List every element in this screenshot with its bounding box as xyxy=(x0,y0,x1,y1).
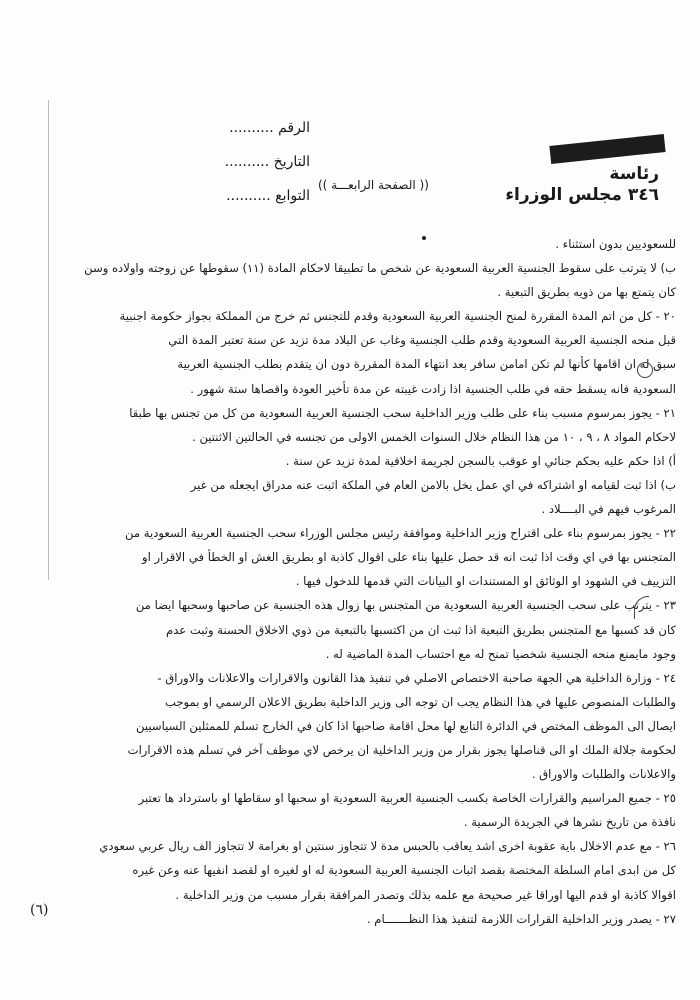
text-line: المرغوب فيهم في البــــلاد . xyxy=(541,502,676,517)
text-line: ٢٠ - كل من اتم المدة المقررة لمنح الجنسية العربية السعودية وقدم للتجنس ثم خرج من المملكة بجواز حكومة اجنبية xyxy=(119,309,676,324)
text-line: ب) اذا ثبت لقيامه او اشتراكه في اي عمل يخل بالامن العام في الملكة اثبت عنه مدراق ايجعله من غير xyxy=(190,477,676,492)
ref-label: الرقم xyxy=(278,120,310,136)
text-line: ايصال الى الموظف المختص في الدائرة التابع لها محل اقامة صاحبها اذا كان في الخارج تسلم للممثلين السياسيين xyxy=(136,718,676,733)
enclosures-dots: .......... xyxy=(226,188,271,204)
page-number-label: (( الصفحة الرابعـــة )) xyxy=(318,178,429,192)
text-line: قبل منحه الجنسية العربية السعودية وقدم طلب الجنسية وغاب عن البلاد مدة تزيد عن سنة تعتبر المدة التي xyxy=(168,333,676,348)
enclosures-label: التوابع xyxy=(275,188,310,204)
text-line: وجود مايمنع منحه الجنسية شخصيا تمنح له مع احتساب المدة الماضية له . xyxy=(325,646,676,661)
council-of-ministers-seal xyxy=(505,140,665,210)
text-line: للسعوديين بدون استثناء . xyxy=(555,237,676,251)
seal-line-1: رئاسة xyxy=(609,164,659,184)
text-line: والطلبات المنصوص عليها في هذا النظام يجب ان توجه الى وزير الداخلية بطريق الاعلان الرسمي او بموجب xyxy=(164,694,676,709)
text-line: كان يتمتع بها من ذويه بطريق التبعية . xyxy=(497,285,676,300)
text-line: ب) لا يترتب على سقوط الجنسية العربية السعودية عن شخص ما تطبيقا لاحكام المادة (١١) سقوطها عن زوجته واولاده وسن xyxy=(84,261,676,276)
text-line: كل من ابدى امام السلطة المختصة بقصد اثبات الجنسية العربية السعودية له او لغيره او لقصد انفيها عنه وعن غيره xyxy=(132,863,676,878)
text-line: كان قد كسبها مع المتجنس بطريق التبعية اذا ثبت ان من اكتسبها بالتبعية من ذوي الاخلاق الحسنة وثبت عدم xyxy=(166,622,676,637)
date-label: التاريخ xyxy=(273,154,310,170)
text-line: ٢٥ - جميع المراسيم والقرارات الخاصة بكسب الجنسية العربية السعودية او سحبها او سقاطها او باسترداد ها تعتبر xyxy=(138,791,676,806)
seal-redaction-mark xyxy=(549,134,665,164)
text-line: ٢٢ - يجوز بمرسوم بناء على اقتراح وزير الداخلية وموافقة رئيس مجلس الوزراء سحب الجنسية العربية السعودية من xyxy=(125,526,676,541)
text-line: ٢٤ - وزارة الداخلية هي الجهة صاحبة الاختصاص الاصلي في تنفيذ هذا القانون والاقرارات والاعلانات والاوراق - xyxy=(157,670,676,685)
ref-field xyxy=(120,120,310,136)
punch-hole-mark xyxy=(637,362,653,378)
text-line: ٢٧ - يصدر وزير الداخلية القرارات اللازمة لتنفيذ هذا النظـــــــام . xyxy=(366,911,676,926)
margin-note: (٦) xyxy=(30,902,49,918)
text-line: اقوالا كاذبة او قدم اليها اوراقا غير صحيحة مع علمه بذلك وتصدر المرافقة بقرار مسبب من وزير الداخلية . xyxy=(175,887,676,902)
ink-dot xyxy=(422,236,426,240)
text-line: نافذة من تاريخ نشرها في الجريدة الرسمية . xyxy=(463,815,676,830)
text-line: المتجنس بها في اي وقت اذا ثبت انه قد حصل عليها بناء على اقوال كاذبة او بطريق الغش او الخطأ في الاقرار او xyxy=(142,550,676,565)
header-fields xyxy=(120,120,310,222)
body-text xyxy=(28,232,676,931)
text-line: ٢١ - يجوز بمرسوم مسبب بناء على طلب وزير الداخلية سحب الجنسية العربية السعودية من كل من تجنس بها طبقا xyxy=(129,405,676,420)
text-line: أ) اذا حكم عليه بحكم جنائي او عوقب بالسجن لجريمة اخلاقية لمدة تزيد عن سنة . xyxy=(285,453,676,468)
text-line: السعودية فانه يسقط حقه في طلب الجنسية اذا زادت غيبته عن مدة تأخير العودة واقصاها ستة شهور . xyxy=(190,381,676,396)
enclosures-field xyxy=(120,188,310,204)
text-line: سبق له ان اقامها كأنها لم تكن امامن سافر بعد انتهاء المدة المقررة دون ان يتقدم بطلب الجنسية العربية xyxy=(177,357,676,372)
text-line: والاعلانات والطلبات والاوراق . xyxy=(531,767,676,782)
date-dots: .......... xyxy=(224,154,270,170)
text-line: لحكومة جلالة الملك او الى قناصلها يجوز بقرار من وزير الداخلية ان يرخص لاي موظف آخر في تسلم هذه الاقرارات xyxy=(127,742,676,757)
text-line: التزييف في الشهود او الوثائق او المستندات او البيانات التي قدمها للدخول فيها . xyxy=(295,574,676,589)
text-line: لاحكام المواد ٨ ، ٩ ، ١٠ من هذا النظام خلال السنوات الخمس الاولى من تجنسه في الحالتين الاثنتين . xyxy=(192,429,676,444)
ref-dots: .......... xyxy=(229,120,274,136)
text-line: ٢٦ - مع عدم الاخلال باية عقوبة اخرى اشد يعاقب بالحبس مدة لا تتجاوز سنتين او بغرامة لا تتجاوز الف ريال عربي سعودي xyxy=(99,839,676,854)
text-line: ٢٣ - يترتب على سحب الجنسية العربية السعودية من المتجنس بها زوال هذه الجنسية عن صاحبها وسحبها ايضا من xyxy=(135,598,676,613)
seal-line-2: ٣٤٦ مجلس الوزراء xyxy=(505,185,659,205)
date-field xyxy=(120,154,310,170)
